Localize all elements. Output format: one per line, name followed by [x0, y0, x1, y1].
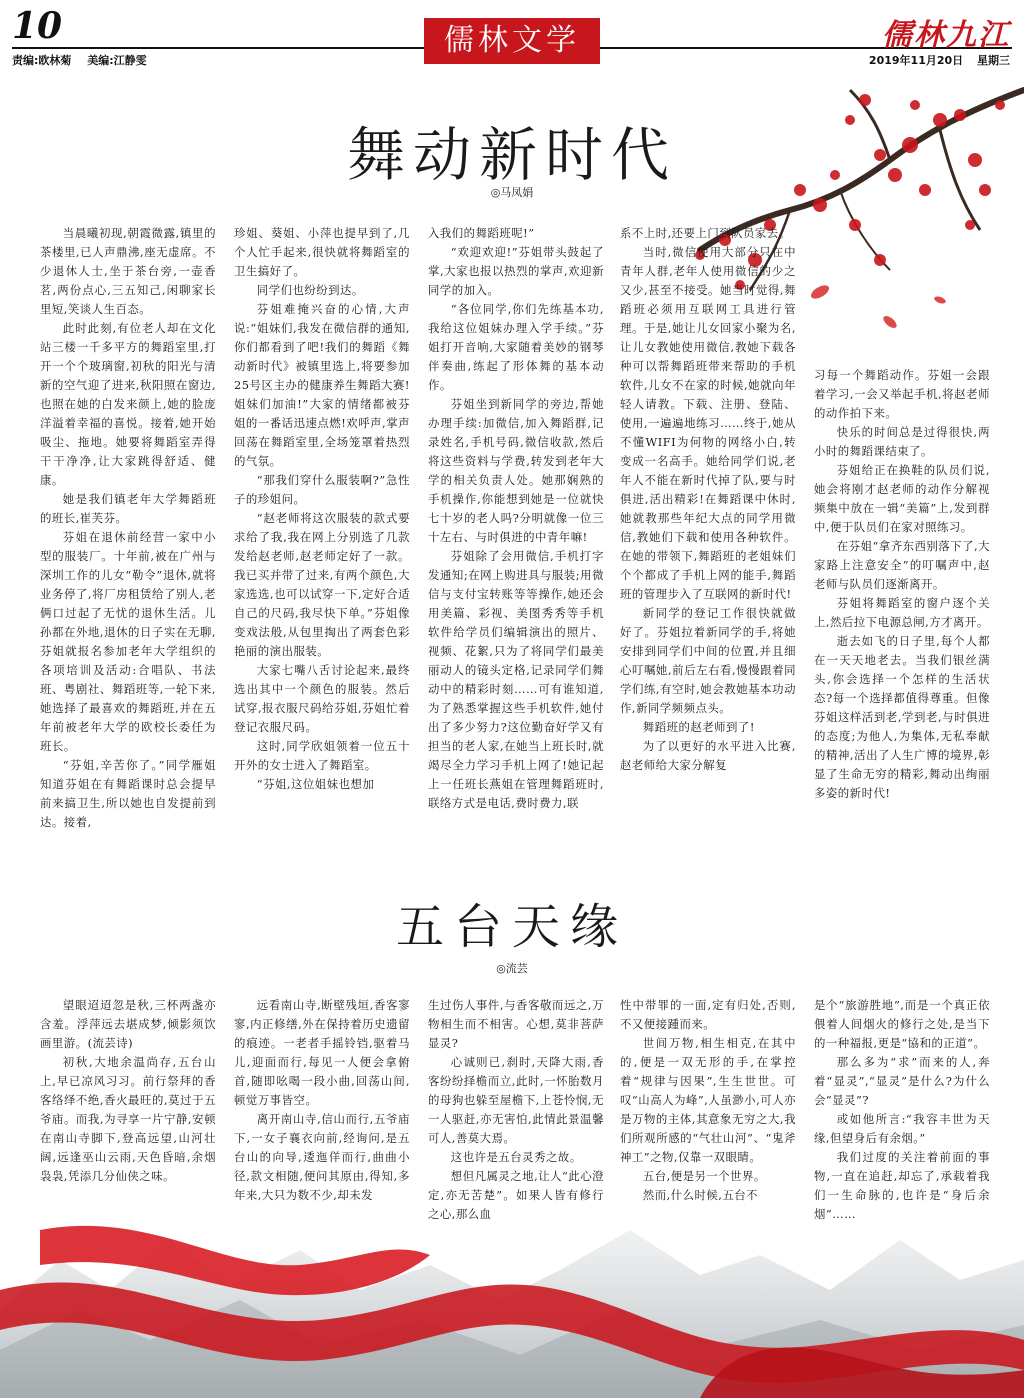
article1-column-2	[234, 224, 410, 794]
editor-name: 责编:欧林菊	[12, 54, 72, 67]
paragraph: 芬姐坐到新同学的旁边,帮她办理手续:加微信,加入舞蹈群,记录姓名,手机号码,微信收款,然后将这些资料与学费,转发到老年大学的相关负责人处。她那娴熟的手机操作,你能想到她是一位就快七十岁的老人吗?分明就像一位三十左右、与时俱进的中青年嘛!	[428, 397, 604, 544]
paragraph: 同学们也纷纷到达。	[256, 283, 364, 297]
paragraph: 在芬姐“拿齐东西别落下了,大家路上注意安全”的叮嘱声中,赵老师与队员们逐渐离开。	[814, 539, 990, 591]
paragraph: 离开南山寺,信山而行,五爷庙下,一女子襄衣向前,经询问,是五台山的向导,逶迤佯而行,曲曲小径,款文相随,便问其原由,得知,多年来,大只为数不少,却未发	[234, 1112, 410, 1202]
article1-column-3	[428, 224, 604, 813]
paragraph: 她是我们镇老年大学舞蹈班的班长,崔芙芬。	[40, 492, 216, 525]
paragraph: 芬姐在退休前经营一家中小型的服装厂。十年前,被在广州与深圳工作的儿女“勒令”退休,就将业务停了,将厂房租赁给了别人,老俩口过起了无忧的退休生活。儿孙都在外地,退休的日子实在无聊,芬姐就报名参加老年大学组织的各项培训及活动:合唱队、书法班、粤剧社、舞蹈班等,一轮下来,她选择了最喜欢的舞蹈班,并在五年前被老年大学的欧校长委任为班长。	[40, 530, 216, 753]
paragraph: 芬姐难掩兴奋的心情,大声说:“姐妹们,我发在微信群的通知,你们都看到了吧!我们的舞蹈《舞动新时代》被镇里选上,将要参加25号区主办的健康养生舞蹈大赛!姐妹们加油!”大家的情绪都被芬姐的一番话迅速点燃!欢呼声,掌声回荡在舞蹈室里,全场笼罩着热烈的气氛。	[234, 302, 410, 468]
paragraph: “各位同学,你们先练基本功,我给这位姐妹办理入学手续。”芬姐打开音响,大家随着美妙的钢琴伴奏曲,练起了形体舞的基本动作。	[428, 302, 604, 392]
paragraph: 五台,便是另一个世界。	[642, 1169, 766, 1183]
paragraph: 初秋,大地余温尚存,五台山上,早已凉风习习。前行祭拜的香客络绎不绝,香火最旺的,莫过于五爷庙。而我,为寻享一片宁静,安顿在南山寺脚下,登高远望,山河壮阔,远逢巫山云雨,天色昏暗,余烟袅袅,凭添几分仙侠之味。	[40, 1055, 216, 1183]
paragraph: 舞蹈班的赵老师到了!	[642, 720, 755, 734]
paragraph: “那我们穿什么服装啊?”急性子的珍姐问。	[234, 473, 410, 506]
paragraph: 珍姐、葵姐、小萍也提早到了,几个人忙手起来,很快就将舞蹈室的卫生搞好了。	[234, 226, 410, 278]
paragraph: 或如他所言:“我容丰世为天缘,但望身后有余烟。”	[814, 1112, 990, 1145]
paragraph: 新同学的登记工作很快就做好了。芬姐拉着新同学的手,将她安排到同学们中间的位置,并且细心叮嘱她,前后左右看,慢慢跟着同学们练,有空时,她会教她基本功动作,新同学频频点头。	[620, 606, 796, 715]
paragraph: 然而,什么时候,五台不	[642, 1188, 759, 1202]
designer-name: 美编:江静雯	[87, 54, 147, 67]
paragraph: “赵老师将这次服装的款式要求给了我,我在网上分别选了几款发给赵老师,赵老师定好了一款。我已买并带了过来,有两个颜色,大家选选,也可以试穿一下,定好合适自己的尺码,我尽快下单。”芬姐像变戏法般,从包里掏出了两套色彩艳丽的演出服装。	[234, 511, 410, 658]
paragraph: 我们过度的关注着前面的事物,一直在追赶,却忘了,承载着我们一生命脉的,也许是“身后余烟”……	[814, 1150, 990, 1221]
article1-title: 舞动新时代	[346, 121, 677, 189]
article1-author: ◎马凤娟	[490, 186, 534, 199]
paragraph: 为了以更好的水平进入比赛,赵老师给大家分解复	[620, 739, 796, 772]
date-text: 2019年11月20日	[868, 54, 964, 67]
paragraph: 芬姐除了会用微信,手机打字发通知;在网上购进具与服装;用微信与支付宝转账等等操作,她还会用美篇、彩视、美图秀秀等手机软件给学员们编辑演出的照片、视频、花絮,只为了将同学们最美丽动人的镜头定格,记录同学们舞动中的精彩时刻……可有谁知道,为了熟悉掌握这些手机软件,她付出了多少努力?这位勤奋好学又有担当的老人家,在她当上班长时,就竭尽全力学习手机上网了!她记起上一任班长燕姐在管理舞蹈班时,联络方式是电话,费时费力,联	[428, 549, 604, 810]
paragraph: “欢迎欢迎!”芬姐带头鼓起了掌,大家也报以热烈的掌声,欢迎新同学的加入。	[428, 245, 604, 297]
paragraph: 这也许是五台灵秀之故。	[450, 1150, 582, 1164]
article2-title: 五台天缘	[395, 899, 628, 955]
ink-mountains-red-ribbon-icon	[0, 1170, 1024, 1398]
paragraph: 快乐的时间总是过得很快,两小时的舞蹈课结束了。	[814, 425, 990, 458]
paragraph: 生过伤人事件,与香客敬而远之,万物相生而不相害。心想,莫非菩萨显灵?	[428, 998, 604, 1050]
paragraph: 逝去如飞的日子里,每个人都在一天天地老去。当我们银丝满头,你会选择一个怎样的生活状态?每一个选择都值得尊重。但像芬姐这样活到老,学到老,与时俱进的态度;为他人,为集体,无私奉献的精神,活出了人生广博的境界,彰显了生命无穷的精彩,舞动出绚丽多姿的新时代!	[814, 634, 990, 800]
paragraph: 那么多为“求”而来的人,奔着“显灵”,“显灵”是什么?为什么会“显灵”?	[814, 1055, 990, 1107]
paragraph: 系不上时,还要上门到队员家去。	[620, 226, 791, 240]
paragraph: 心诚则已,刹时,天降大雨,香客纷纷择檐而立,此时,一怀胎数月的母狗也躲至屋檐下,上苍怜悯,无一人驱赶,亦无害怕,此情此景温馨可人,善莫大焉。	[428, 1055, 604, 1145]
paragraph: 习每一个舞蹈动作。芬姐一会跟着学习,一会又举起手机,将赵老师的动作拍下来。	[814, 368, 990, 420]
paragraph: 是个“旅游胜地”,而是一个真正依偎着人间烟火的修行之处,是当下的一种福报,更是“協和的正道”。	[814, 998, 990, 1050]
paragraph: 性中带罪的一面,定有归处,否则,不又便接踵而来。	[620, 998, 796, 1031]
article2-column-1	[40, 996, 216, 1186]
paragraph: 望眼迢迢忽是秋,三杯两盏亦含羞。浮萍远去堪成梦,倾影须饮画里游。(流芸诗)	[40, 998, 216, 1050]
paragraph: “芬姐,辛苦你了。”同学雁姐知道芬姐在有舞蹈课时总会提早前来搞卫生,所以她也自发提前到达。接着,	[40, 758, 216, 829]
paragraph: 大家七嘴八舌讨论起来,最终选出其中一个颜色的服装。然后试穿,报衣服尺码给芬姐,芬姐忙着登记衣服尺码。	[234, 663, 410, 734]
article1-column-5	[814, 366, 990, 803]
weekday-text: 星期三	[977, 54, 1010, 67]
paragraph: 当时,微信使用大部分只在中青年人群,老年人使用微信的少之又少,甚至不接受。她当时觉得,舞蹈班必须用互联网工具进行管理。于是,她让儿女回家小聚为名,让儿女教她使用微信,教她下载各种可以帮舞蹈班带来帮助的手机软件,儿女不在家的时候,她就向年轻人请教。下载、注册、登陆、使用,一遍遍地练习……终于,她从不懂WIFI为何物的网络小白,转变成一名高手。她给同学们说,老年人不能在新时代掉了队,要与时俱进,活出精彩!在舞蹈课中休时,她就教那些年纪大点的同学用微信,教她们下载和使用各种软件。在她的带领下,舞蹈班的老姐妹们个个都成了手机上网的能手,舞蹈班的管理步入了互联网的新时代!	[620, 245, 796, 601]
article2-author: ◎流芸	[496, 962, 528, 975]
paragraph: 远看南山寺,断壁残垣,香客寥寥,内正修缮,外在保持着历史遗留的痕迹。一老者手摇铃铛,驱着马儿,迎面而行,每见一人便会拿俯首,随即吆喝一段小曲,回荡山间,顿觉万事皆空。	[234, 998, 410, 1107]
article1-column-4	[620, 224, 796, 775]
paragraph: 芬姐给正在换鞋的队员们说,她会将刚才赵老师的动作分解视频集中放在一辑“美篇”上,发到群中,便于队员们在家对照练习。	[814, 463, 990, 534]
paragraph: 想但凡属灵之地,让人“此心澄定,亦无苦楚”。如果人皆有修行之心,那么血	[428, 1169, 604, 1221]
paper-logo: 儒林九江	[882, 18, 1010, 53]
article1-column-1	[40, 224, 216, 832]
paragraph: 入我们的舞蹈班呢!”	[428, 226, 535, 240]
section-title: 儒林文学	[424, 18, 600, 64]
paragraph: 当晨曦初现,朝霞微露,镇里的茶楼里,已人声鼎沸,座无虚席。不少退休人士,坐于茶台旁,一壶香茗,两份点心,三五知己,闲聊家长里短,笑谈人生百态。	[40, 226, 216, 316]
paragraph: 此时此刻,有位老人却在文化站三楼一千多平方的舞蹈室里,打开一个个玻璃窗,初秋的阳光与清新的空气迎了进来,秋阳照在窗边,也照在她的白发来颜上,她的脸庞洋溢着幸福的喜悦。接着,她开始吸尘、拖地。她要将舞蹈室弄得干干净净,让大家跳得舒适、健康。	[40, 321, 216, 487]
paragraph: 世间万物,相生相克,在其中的,便是一双无形的手,在掌控着“规律与因果”,生生世世。可叹“山高人为峰”,人虽渺小,可人亦是万物的主体,其意象无穷之大,我们所观所感的“气壮山河”、“鬼斧神工”之物,仅靠一双眼睛。	[620, 1036, 796, 1164]
page-number: 10	[12, 5, 63, 47]
editor-credits	[12, 52, 159, 68]
paragraph: 芬姐将舞蹈室的窗户逐个关上,然后拉下电源总闸,方才离开。	[814, 596, 990, 629]
paragraph: 这时,同学欣姐领着一位五十开外的女士进入了舞蹈室。	[234, 739, 410, 772]
paragraph: “芬姐,这位姐妹也想加	[256, 777, 375, 791]
